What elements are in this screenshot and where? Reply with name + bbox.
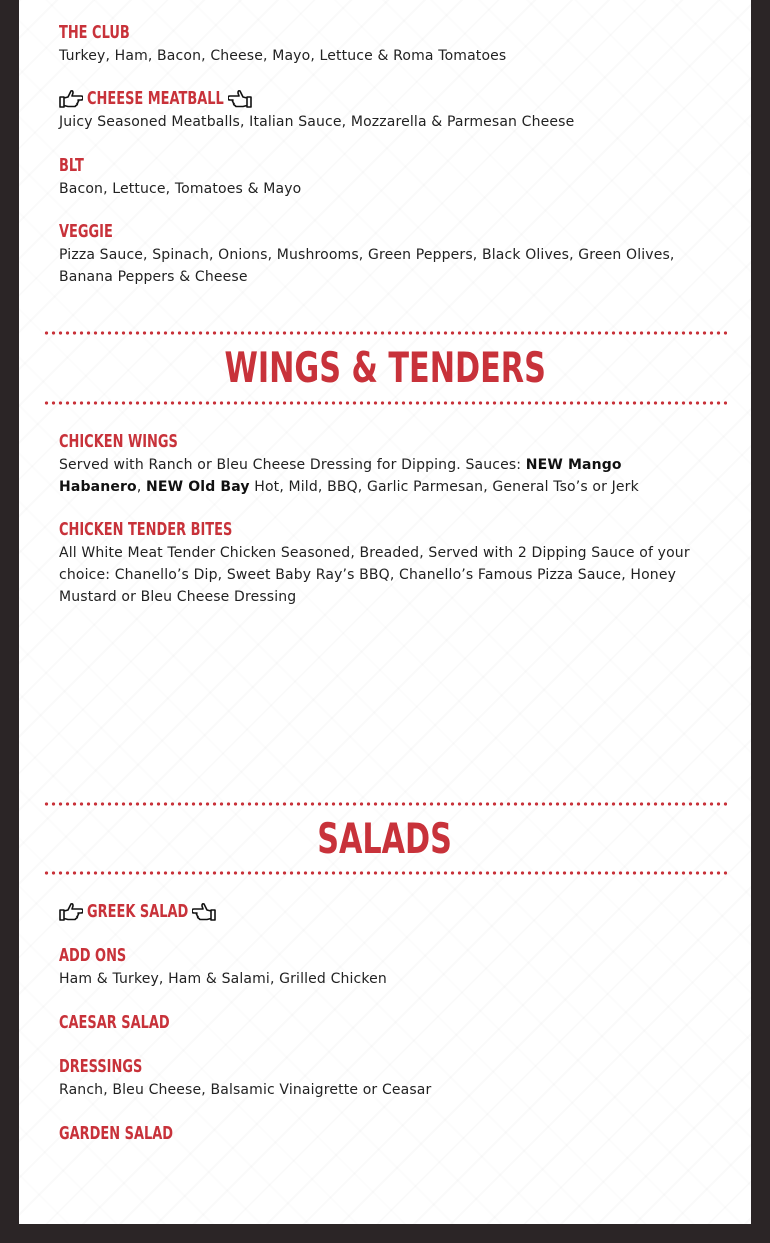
item-name: DRESSINGS (59, 1056, 143, 1077)
pointing-hand-left-icon (228, 89, 252, 109)
menu-item-blt (59, 154, 709, 200)
new-sauce-highlight: NEW Old Bay (146, 479, 250, 495)
menu-item-add-ons (59, 944, 709, 990)
item-description: Ranch, Bleu Cheese, Balsamic Vinaigrette or Ceasar (59, 1082, 432, 1098)
item-name: VEGGIE (59, 221, 113, 242)
item-description: Pizza Sauce, Spinach, Onions, Mushrooms, Green Peppers, Black Olives, Green Olives, Banana Peppers & Cheese (59, 247, 675, 285)
item-name: BLT (59, 155, 84, 176)
dotted-divider (43, 871, 727, 875)
item-description: Juicy Seasoned Meatballs, Italian Sauce, Mozzarella & Parmesan Cheese (59, 114, 575, 130)
dotted-divider (43, 802, 727, 806)
item-name: THE CLUB (59, 22, 130, 43)
menu-item-the-club (59, 21, 709, 67)
pointing-hand-right-icon (59, 902, 83, 922)
new-sauce-highlight: NEW Mango Habanero (59, 457, 622, 495)
item-name: CHICKEN TENDER BITES (59, 519, 233, 540)
menu-item-cheese-meatball (59, 87, 709, 133)
dotted-divider (43, 401, 727, 405)
menu-item-greek-salad (59, 900, 709, 924)
menu-item-chicken-wings (59, 430, 709, 498)
item-name: GARDEN SALAD (59, 1123, 174, 1144)
item-name: CHICKEN WINGS (59, 431, 178, 452)
item-name: CAESAR SALAD (59, 1012, 170, 1033)
item-description: Turkey, Ham, Bacon, Cheese, Mayo, Lettuce & Roma Tomatoes (59, 48, 507, 64)
pointing-hand-right-icon (59, 89, 83, 109)
item-description: All White Meat Tender Chicken Seasoned, Breaded, Served with 2 Dipping Sauce of your choice: Chanello’s Dip, Sweet Baby Ray’s BBQ, Chanello’s Famous Pizza Sauce, Honey Mustard or Bleu Cheese Dressing (59, 545, 690, 605)
menu-item-caesar-salad (59, 1011, 709, 1035)
item-name: GREEK SALAD (87, 901, 189, 922)
menu-item-chicken-tender-bites (59, 518, 709, 608)
item-description: Bacon, Lettuce, Tomatoes & Mayo (59, 181, 302, 197)
menu-page (19, 0, 751, 1224)
pointing-hand-left-icon (192, 902, 216, 922)
dotted-divider (43, 331, 727, 335)
item-name: ADD ONS (59, 945, 127, 966)
item-name: CHEESE MEATBALL (87, 88, 224, 109)
menu-item-dressings (59, 1055, 709, 1101)
section-title-wings: WINGS & TENDERS (224, 343, 546, 392)
section-title-salads: SALADS (317, 814, 453, 863)
item-description: Served with Ranch or Bleu Cheese Dressing for Dipping. Sauces: NEW Mango Habanero, NEW Old Bay Hot, Mild, BBQ, Garlic Parmesan, General Tso’s or Jerk (59, 457, 639, 495)
menu-item-garden-salad (59, 1122, 709, 1146)
item-description: Ham & Turkey, Ham & Salami, Grilled Chicken (59, 971, 387, 987)
menu-item-veggie (59, 220, 709, 288)
